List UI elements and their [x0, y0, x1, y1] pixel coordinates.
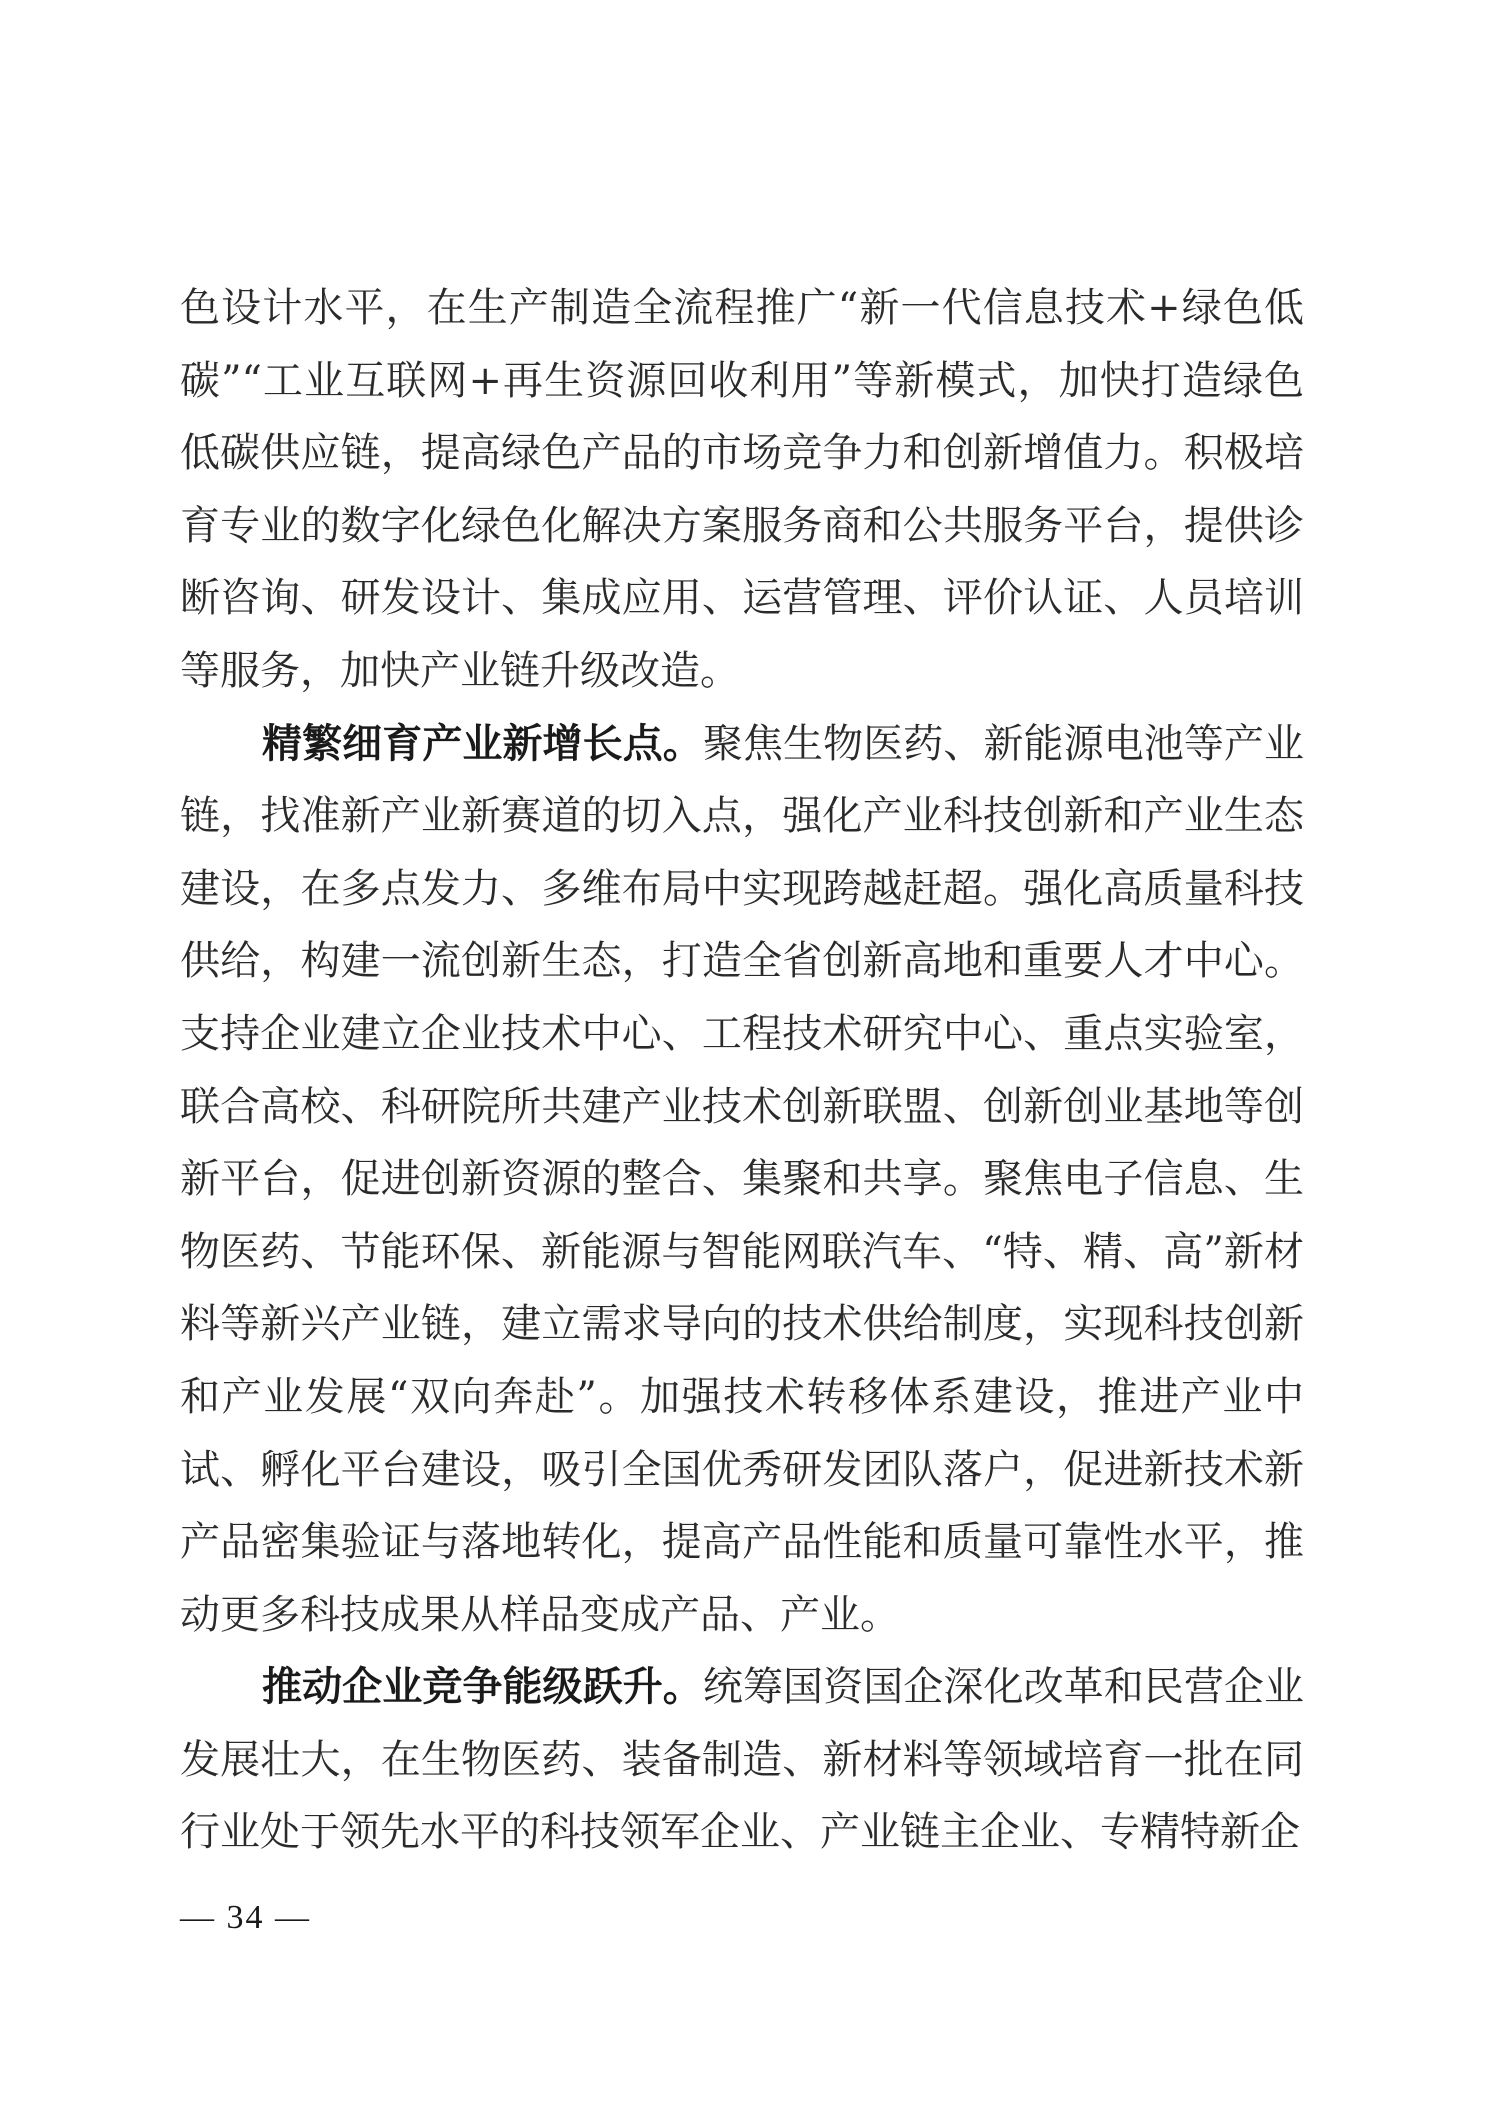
page-number: — 34 —: [180, 1899, 311, 1936]
paragraph-body: 色设计水平，在生产制造全流程推广“新一代信息技术+绿色低碳”“工业互联网+再生资源回收利用”等新模式，加快打造绿色低碳供应链，提高绿色产品的市场竞争力和创新增值力。积极培育专业的数字化绿色化解决方案服务商和公共服务平台，提供诊断咨询、研发设计、集成应用、运营管理、评价认证、人员培训等服务，加快产业链升级改造。: [180, 285, 1304, 694]
paragraph-continuation: [180, 272, 1304, 708]
paragraph-body: 聚焦生物医药、新能源电池等产业链，找准新产业新赛道的切入点，强化产业科技创新和产业生态建设，在多点发力、多维布局中实现跨越赶超。强化高质量科技供给，构建一流创新生态，打造全省创新高地和重要人才中心。支持企业建立企业技术中心、工程技术研究中心、重点实验室，联合高校、科研院所共建产业技术创新联盟、创新创业基地等创新平台，促进创新资源的整合、集聚和共享。聚焦电子信息、生物医药、节能环保、新能源与智能网联汽车、“特、精、高”新材料等新兴产业链，建立需求导向的技术供给制度，实现科技创新和产业发展“双向奔赴”。加强技术转移体系建设，推进产业中试、孵化平台建设，吸引全国优秀研发团队落户，促进新技术新产品密集验证与落地转化，提高产品性能和质量可靠性水平，推动更多科技成果从样品变成产品、产业。: [180, 720, 1305, 1638]
paragraph-body: 统筹国资国企深化改革和民营企业发展壮大，在生物医药、装备制造、新材料等领域培育一批在同行业处于领先水平的科技领军企业、产业链主企业、专精特新企: [180, 1664, 1305, 1856]
paragraph-enterprise-competitiveness: [180, 1651, 1304, 1869]
body-text: [180, 272, 1304, 1869]
paragraph-new-growth-points: [180, 708, 1304, 1652]
paragraph-lead-heading: 精繁细育产业新增长点。: [262, 720, 703, 767]
paragraph-lead-heading: 推动企业竞争能级跃升。: [262, 1664, 703, 1711]
